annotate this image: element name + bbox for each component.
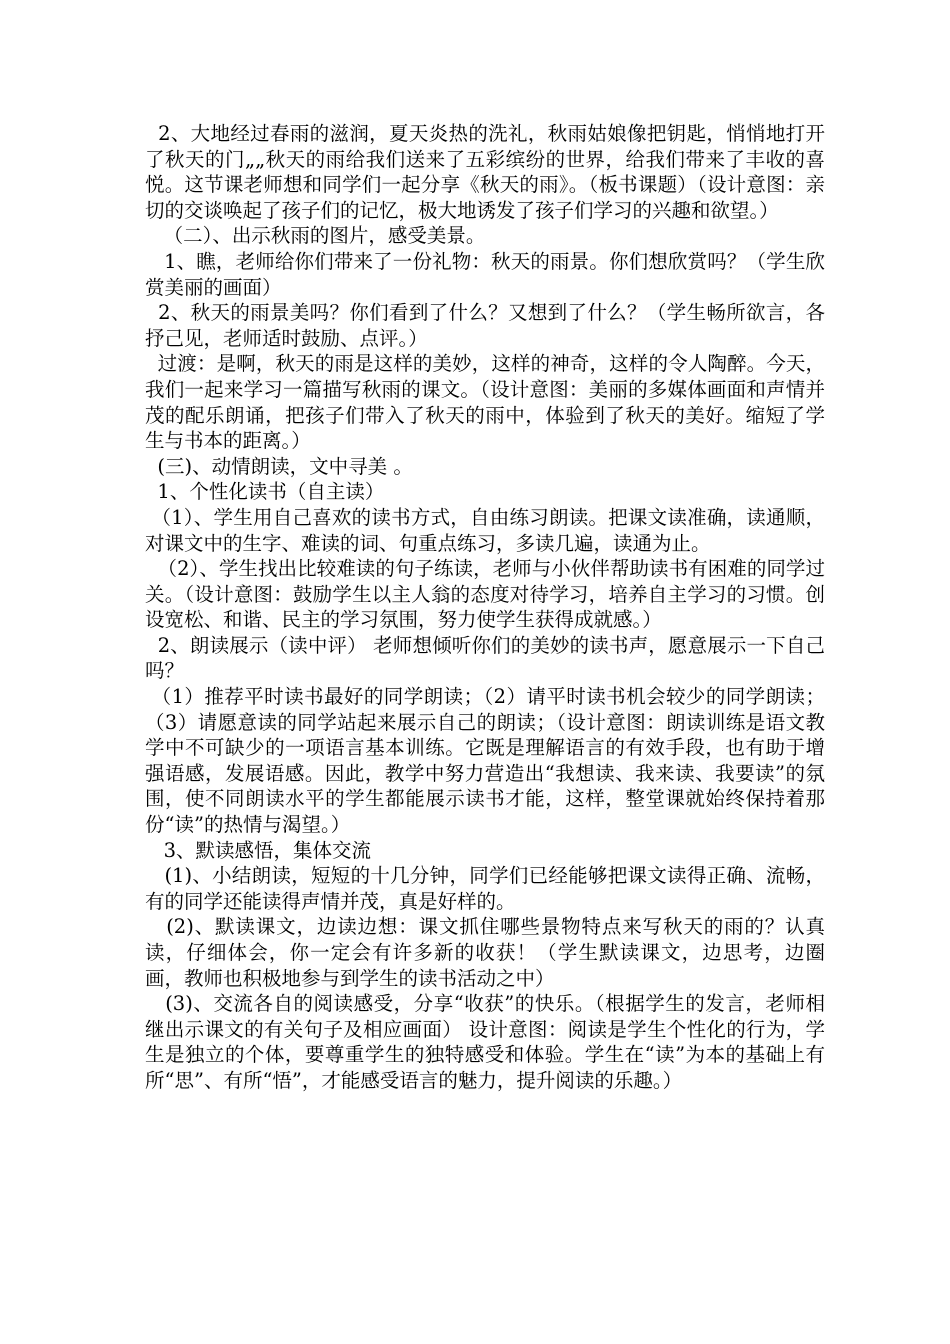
section-heading-2: （二）、出示秋雨的图片，感受美景。 [145,224,486,248]
paragraph-3-3-1: (1)、小结朗读，短短的十几分钟，同学们已经能够把课文读得正确、流畅，有的同学还能读得声情并茂，真是好样的。 [145,864,825,913]
paragraph-3-3-3: (3)、交流各自的阅读感受，分享“收获”的快乐。（根据学生的发言，老师相继出示课文的有关句子及相应画面） 设计意图：阅读是学生个性化的行为，学生是独立的个体，要尊重学生的独特感受和体验。学生在“读”为本的基础上有所“思”、有所“悟”，才能感受语言的魅力，提升阅读的乐趣。） [145,992,825,1092]
paragraph-2-1: 1、瞧，老师给你们带来了一份礼物：秋天的雨景。你们想欣赏吗？（学生欣赏美丽的画面） [145,249,825,299]
paragraph-2-2: 2、秋天的雨景美吗？你们看到了什么？又想到了什么？（学生畅所欲言，各抒己见，老师适时鼓励、点评。） [145,301,825,350]
section-heading-3: (三)、动情朗读，文中寻美 。 [145,454,413,478]
paragraph-3-1-1: （1）、学生用自己喜欢的读书方式，自由练习朗读。把课文读准确，读通顺，对课文中的生字、难读的词、句重点练习，多读几遍，读通为止。 [145,505,825,555]
paragraph-3-1-2: （2）、学生找出比较难读的句子练读，老师与小伙伴帮助读书有困难的同学过关。（设计意图：鼓励学生以主人翁的态度对待学习，培养自主学习的习惯。创设宽松、和谐、民主的学习氛围，努力使学生获得成就感。） [145,557,825,632]
document-body [145,121,825,1094]
paragraph-intro-2: 2、大地经过春雨的滋润，夏天炎热的洗礼，秋雨姑娘像把钥匙，悄悄地打开了秋天的门„„秋天的雨给我们送来了五彩缤纷的世界，给我们带来了丰收的喜悦。这节课老师想和同学们一起分享《秋天的雨》。（板书课题）（设计意图：亲切的交谈唤起了孩子们的记忆，极大地诱发了孩子们学习的兴趣和欲望。） [145,122,825,222]
subheading-3-2: 2、朗读展示（读中评） 老师想倾听你们的美妙的读书声，愿意展示一下自己吗？ [145,633,825,683]
paragraph-transition: 过渡：是啊，秋天的雨是这样的美妙，这样的神奇，这样的令人陶醉。今天，我们一起来学习一篇描写秋雨的课文。（设计意图：美丽的多媒体画面和声情并茂的配乐朗诵，把孩子们带入了秋天的雨中，体验到了秋天的美好。缩短了学生与书本的距离。） [145,352,825,453]
subheading-3-3: 3、默读感悟，集体交流 [145,838,372,862]
paragraph-3-2: （1）推荐平时读书最好的同学朗读；（2）请平时读书机会较少的同学朗读；（3）请愿意读的同学站起来展示自己的朗读；（设计意图：朗读训练是语文教学中不可缺少的一项语言基本训练。它既是理解语言的有效手段，也有助于增强语感，发展语感。因此，教学中努力营造出“我想读、我来读、我要读”的氛围，使不同朗读水平的学生都能展示读书才能，这样，整堂课就始终保持着那份“读”的热情与渴望。） [145,685,825,837]
subheading-3-1: 1、个性化读书（自主读） [145,480,385,504]
paragraph-3-3-2: (2)、默读课文，边读边想：课文抓住哪些景物特点来写秋天的雨的？认真读，仔细体会，你一定会有许多新的收获！（学生默读课文，边思考，边圈画，教师也积极地参与到学生的读书活动之中） [145,915,825,990]
